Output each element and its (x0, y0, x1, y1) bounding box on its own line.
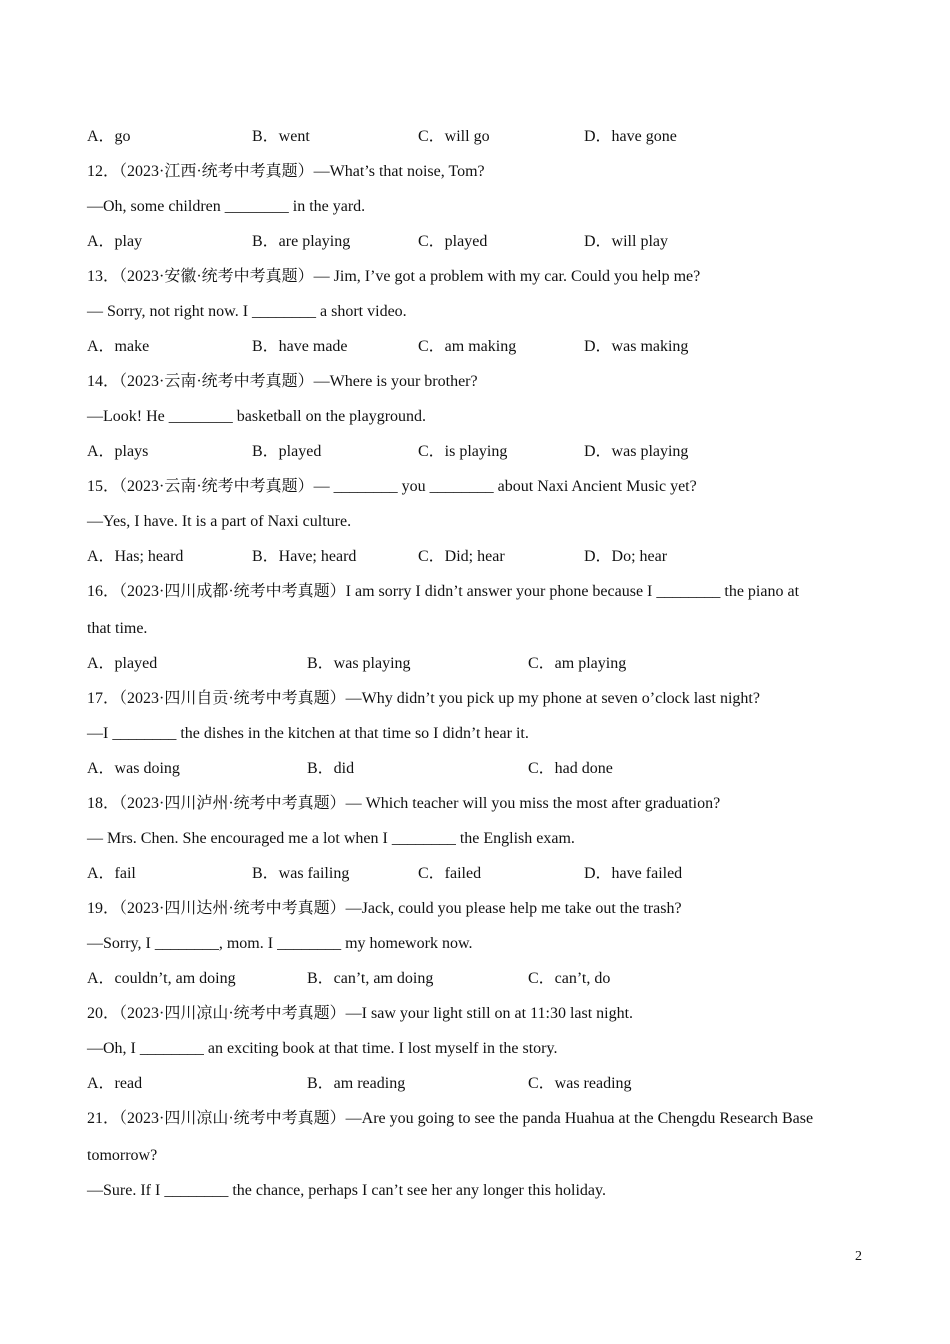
q19-response: —Sorry, I ________, mom. I ________ my homework now. (87, 935, 473, 952)
q18-stem: 18．（2023·四川泸州·统考中考真题）— Which teacher will you miss the most after graduation? (87, 795, 721, 812)
q13-option-c: C．am making (418, 338, 517, 355)
q19-option-c: C．can’t, do (528, 970, 611, 987)
q15-option-b: B．Have; heard (252, 548, 357, 565)
q15-option-d: D．Do; hear (584, 548, 668, 565)
q13-response: — Sorry, not right now. I ________ a short video. (87, 303, 407, 320)
q14-option-d: D．was playing (584, 443, 689, 460)
q14-option-c: C．is playing (418, 443, 508, 460)
q12-option-a: A．play (87, 233, 143, 250)
q13-stem: 13．（2023·安徽·统考中考真题）— Jim, I’ve got a problem with my car. Could you help me? (87, 268, 701, 285)
q12-option-c: C．played (418, 233, 488, 250)
q12-stem: 12．（2023·江西·统考中考真题）—What’s that noise, Tom? (87, 163, 485, 180)
page-number: 2 (855, 1249, 862, 1264)
q18-option-c: C．failed (418, 865, 482, 882)
q16-option-b: B．was playing (307, 655, 411, 672)
q16-stem: 16．（2023·四川成都·统考中考真题）I am sorry I didn’t answer your phone because I ________ the piano at (87, 583, 800, 600)
q14-stem: 14．（2023·云南·统考中考真题）—Where is your brother? (87, 373, 478, 390)
q15-option-c: C．Did; hear (418, 548, 505, 565)
q17-response: —I ________ the dishes in the kitchen at that time so I didn’t hear it. (87, 725, 529, 742)
q21-response: —Sure. If I ________ the chance, perhaps I can’t see her any longer this holiday. (87, 1182, 606, 1199)
q15-option-a: A．Has; heard (87, 548, 184, 565)
q21-stem-continued: tomorrow? (87, 1147, 158, 1164)
q20-option-c: C．was reading (528, 1075, 632, 1092)
q11-option-a: A．go (87, 128, 131, 145)
q13-option-b: B．have made (252, 338, 348, 355)
q16-stem-continued: that time. (87, 620, 148, 637)
q18-option-d: D．have failed (584, 865, 683, 882)
q17-option-a: A．was doing (87, 760, 180, 777)
q20-option-b: B．am reading (307, 1075, 406, 1092)
q13-option-a: A．make (87, 338, 150, 355)
q11-option-b: B．went (252, 128, 310, 145)
q20-option-a: A．read (87, 1075, 143, 1092)
q18-option-b: B．was failing (252, 865, 350, 882)
q19-stem: 19．（2023·四川达州·统考中考真题）—Jack, could you please help me take out the trash? (87, 900, 682, 917)
q19-option-b: B．can’t, am doing (307, 970, 434, 987)
q19-option-a: A．couldn’t, am doing (87, 970, 236, 987)
q12-option-d: D．will play (584, 233, 668, 250)
q14-option-b: B．played (252, 443, 322, 460)
q17-option-b: B．did (307, 760, 355, 777)
q14-response: —Look! He ________ basketball on the playground. (87, 408, 427, 425)
q13-option-d: D．was making (584, 338, 689, 355)
q17-stem: 17．（2023·四川自贡·统考中考真题）—Why didn’t you pick up my phone at seven o’clock last night? (87, 690, 760, 707)
q20-response: —Oh, I ________ an exciting book at that time. I lost myself in the story. (87, 1040, 558, 1057)
q21-stem: 21．（2023·四川凉山·统考中考真题）—Are you going to see the panda Huahua at the Chengdu Research Base (87, 1110, 814, 1127)
q17-option-c: C．had done (528, 760, 613, 777)
q12-response: —Oh, some children ________ in the yard. (87, 198, 366, 215)
q15-response: —Yes, I have. It is a part of Naxi culture. (87, 513, 352, 530)
q18-response: — Mrs. Chen. She encouraged me a lot when I ________ the English exam. (87, 830, 575, 847)
q11-option-c: C．will go (418, 128, 490, 145)
q20-stem: 20．（2023·四川凉山·统考中考真题）—I saw your light still on at 11:30 last night. (87, 1005, 634, 1022)
q16-option-c: C．am playing (528, 655, 627, 672)
q18-option-a: A．fail (87, 865, 136, 882)
q12-option-b: B．are playing (252, 233, 351, 250)
q14-option-a: A．plays (87, 443, 149, 460)
q11-option-d: D．have gone (584, 128, 677, 145)
q16-option-a: A．played (87, 655, 158, 672)
q15-stem: 15．（2023·云南·统考中考真题）— ________ you ________ about Naxi Ancient Music yet? (87, 478, 697, 495)
